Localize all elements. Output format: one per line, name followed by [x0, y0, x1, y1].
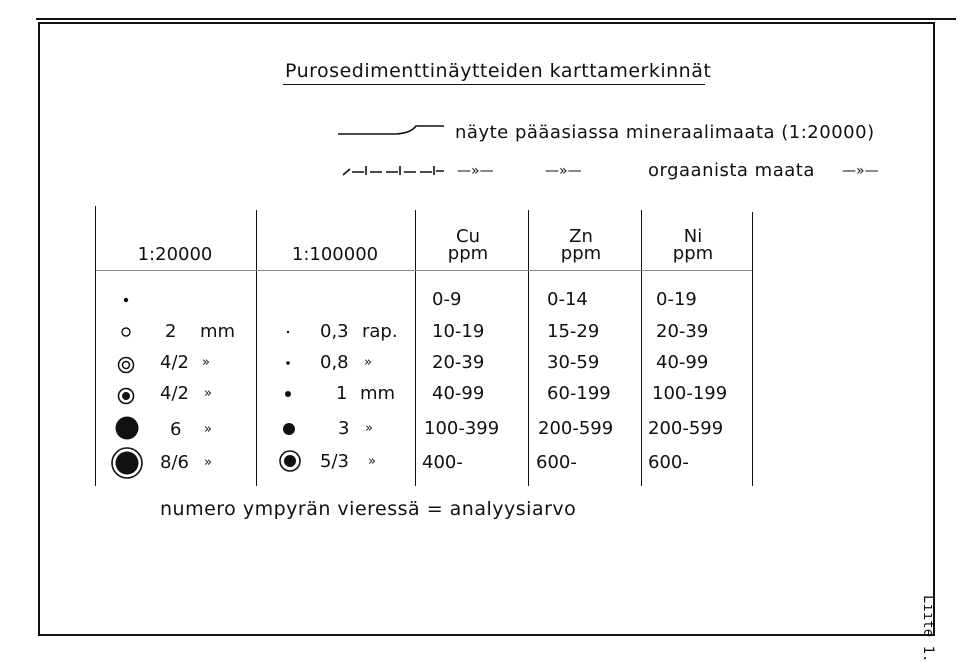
table-cell-ni: 40-99 [656, 352, 709, 373]
filled-dot-symbol-icon [281, 421, 297, 437]
header-cu-unit: ppm [447, 243, 489, 264]
table-divider-1 [95, 206, 96, 486]
table-cell-unit: » [202, 355, 210, 370]
table-divider-5 [641, 210, 642, 486]
table-cell-cu: 100-399 [424, 418, 500, 439]
footnote: numero ympyrän vieressä = analyysiarvo [160, 498, 577, 520]
table-cell-cu: 0-9 [432, 289, 462, 310]
table-cell-zn: 0-14 [547, 289, 588, 310]
table-divider-6 [752, 212, 753, 486]
header-zn-element: Zn [569, 226, 593, 247]
table-cell-size: 0,8 [320, 352, 349, 373]
table-cell-ni: 0-19 [656, 289, 697, 310]
filled-circle-symbol-icon [113, 414, 141, 442]
table-cell-size: 6 [170, 419, 182, 440]
table-cell-zn: 60-199 [547, 383, 611, 404]
table-cell-size: 1 [336, 383, 348, 404]
table-cell-unit: » [204, 455, 212, 470]
table-cell-zn: 15-29 [547, 321, 600, 342]
table-cell-size: 2 [165, 321, 177, 342]
ditto-mark-3: —»— [842, 163, 879, 179]
header-scale-20000: 1:20000 [137, 244, 213, 265]
appendix-label: Liite 1. [920, 595, 936, 662]
ring-dot-symbol-icon [278, 449, 302, 473]
legend-organic-soil: orgaanista maata [648, 160, 815, 181]
table-divider-2 [256, 210, 257, 486]
medium-dot-symbol-icon [283, 389, 293, 399]
table-cell-zn: 200-599 [538, 418, 614, 439]
table-cell-unit: mm [360, 383, 396, 404]
top-border-line [36, 18, 956, 20]
table-cell-unit: » [364, 355, 372, 370]
header-ni-element: Ni [683, 226, 703, 247]
table-cell-unit: mm [200, 321, 236, 342]
table-cell-unit: » [204, 386, 212, 401]
table-cell-unit: » [368, 454, 376, 469]
table-cell-unit: » [365, 421, 373, 436]
header-cu [420, 228, 516, 262]
table-cell-ni: 20-39 [656, 321, 709, 342]
table-cell-unit: » [204, 422, 212, 437]
page-title: Purosedimenttinäytteiden karttamerkinnät [285, 60, 712, 82]
table-cell-size: 8/6 [160, 452, 189, 473]
tiny-dot-symbol-icon [284, 328, 292, 336]
table-cell-zn: 30-59 [547, 352, 600, 373]
table-cell-size: 4/2 [160, 352, 189, 373]
table-cell-cu: 400- [422, 452, 463, 473]
ring-filled-symbol-icon [110, 446, 144, 480]
table-cell-cu: 20-39 [432, 352, 485, 373]
table-cell-ni: 200-599 [648, 418, 724, 439]
table-cell-size: 4/2 [160, 383, 189, 404]
table-header-rule [96, 270, 752, 271]
dot-symbol-icon [120, 294, 132, 306]
table-cell-size: 0,3 [320, 321, 349, 342]
table-cell-unit: rap. [362, 321, 398, 342]
solid-line-sample-icon [336, 118, 446, 142]
table-divider-4 [528, 210, 529, 486]
header-cu-element: Cu [456, 226, 480, 247]
header-scale-100000: 1:100000 [291, 244, 379, 265]
table-cell-size: 3 [338, 418, 350, 439]
legend-mineral-soil: näyte pääasiassa mineraalimaata (1:20000) [455, 122, 875, 143]
table-cell-zn: 600- [536, 452, 577, 473]
header-ni-unit: ppm [672, 243, 714, 264]
ditto-mark-1: —»— [457, 163, 494, 179]
ring-dot-symbol-icon [116, 386, 136, 406]
dashed-line-sample-icon [340, 160, 446, 182]
title-underline [283, 84, 705, 85]
table-cell-ni: 100-199 [652, 383, 728, 404]
table-cell-size: 5/3 [320, 451, 349, 472]
table-cell-ni: 600- [648, 452, 689, 473]
small-dot-symbol-icon [284, 359, 292, 367]
header-ni [645, 228, 741, 262]
double-ring-symbol-icon [116, 355, 136, 375]
table-divider-3 [415, 210, 416, 486]
header-zn [533, 228, 629, 262]
ditto-mark-2: —»— [545, 163, 582, 179]
table-cell-cu: 10-19 [432, 321, 485, 342]
table-cell-cu: 40-99 [432, 383, 485, 404]
header-zn-unit: ppm [560, 243, 602, 264]
small-circle-symbol-icon [119, 325, 133, 339]
